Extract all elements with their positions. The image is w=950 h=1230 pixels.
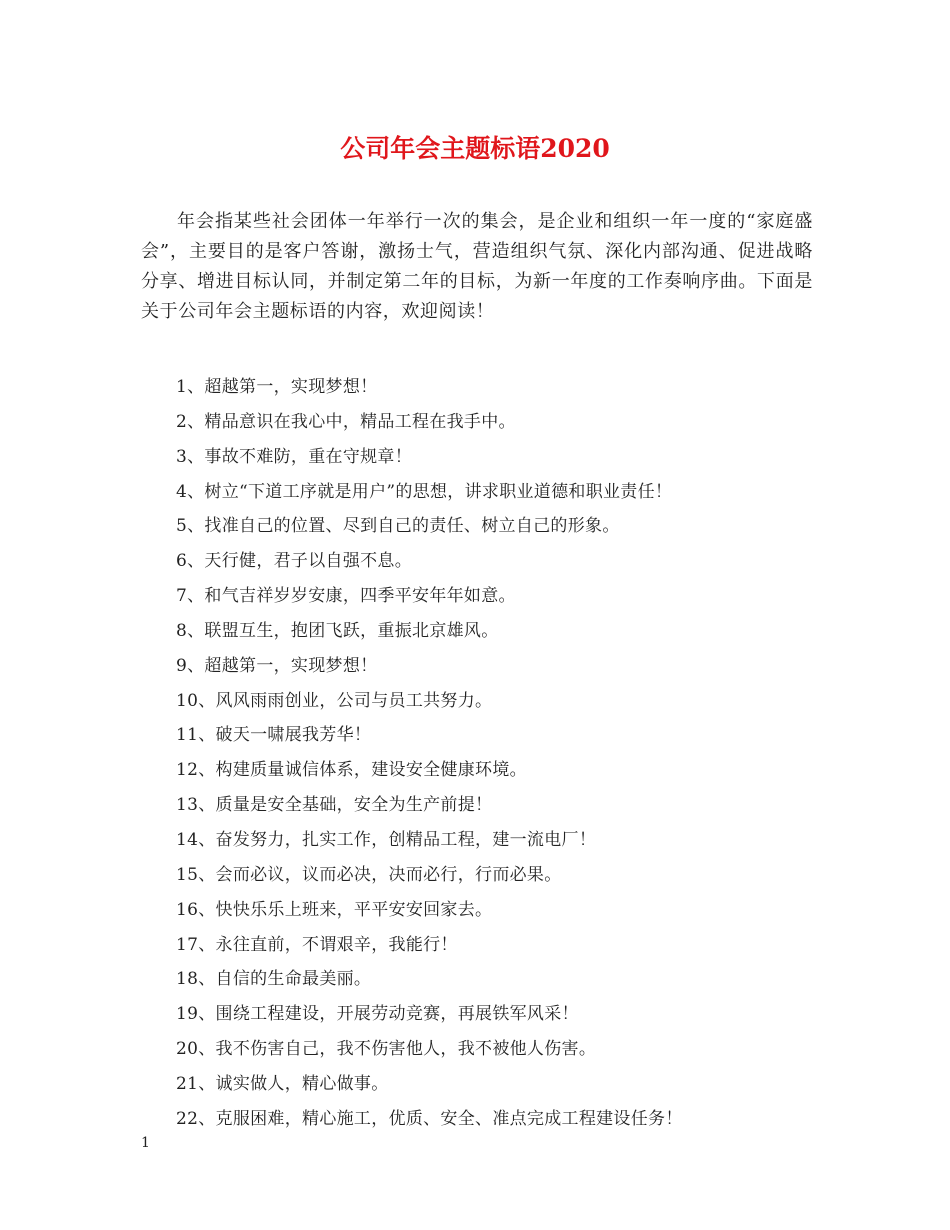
slogan-item: 7、和气吉祥岁岁安康，四季平安年年如意。: [176, 586, 516, 607]
slogan-item: 15、会而必议，议而必决，决而必行，行而必果。: [176, 864, 562, 885]
slogan-item: 19、围绕工程建设，开展劳动竞赛，再展铁军风采！: [176, 1004, 579, 1025]
slogan-item: 4、树立“下道工序就是用户”的思想，讲求职业道德和职业责任！: [176, 481, 673, 502]
slogan-item: 21、诚实做人，精心做事。: [176, 1073, 389, 1094]
slogan-item: 10、风风雨雨创业，公司与员工共努力。: [176, 690, 493, 711]
slogan-item: 5、找准自己的位置、尽到自己的责任、树立自己的形象。: [176, 516, 620, 537]
slogan-item: 1、超越第一，实现梦想！: [176, 377, 378, 397]
slogan-item: 6、天行健，君子以自强不息。: [176, 551, 413, 572]
slogan-item: 20、我不伤害自己，我不伤害他人，我不被他人伤害。: [176, 1039, 597, 1060]
slogan-item: 18、自信的生命最美丽。: [176, 969, 372, 990]
slogan-list: [176, 370, 816, 1137]
slogan-item: 14、奋发努力，扎实工作，创精品工程，建一流电厂！: [176, 829, 597, 850]
slogan-item: 8、联盟互生，抱团飞跃，重振北京雄风。: [176, 620, 499, 641]
slogan-item: 9、超越第一，实现梦想！: [176, 655, 378, 676]
slogan-item: 13、质量是安全基础，安全为生产前提！: [176, 795, 493, 816]
slogan-item: 16、快快乐乐上班来，平平安安回家去。: [176, 899, 493, 920]
slogan-item: 11、破天一啸展我芳华！: [176, 725, 372, 746]
intro-paragraph: 年会指某些社会团体一年举行一次的集会，是企业和组织一年一度的“家庭盛会”，主要目的是客户答谢，激扬士气，营造组织气氛、深化内部沟通、促进战略分享、增进目标认同，并制定第二年的目标，为新一年度的工作奏响序曲。下面是关于公司年会主题标语的内容，欢迎阅读！: [141, 211, 813, 322]
slogan-item: 2、精品意识在我心中，精品工程在我手中。: [176, 411, 516, 432]
slogan-item: 17、永往直前，不谓艰辛，我能行！: [176, 934, 458, 955]
slogan-item: 3、事故不难防，重在守规章！: [176, 446, 413, 467]
page-number: 1: [141, 1135, 150, 1151]
document-title: 公司年会主题标语2020: [340, 134, 610, 163]
slogan-item: 22、克服困难，精心施工，优质、安全、准点完成工程建设任务！: [176, 1108, 683, 1129]
slogan-item: 12、构建质量诚信体系，建设安全健康环境。: [176, 760, 527, 781]
